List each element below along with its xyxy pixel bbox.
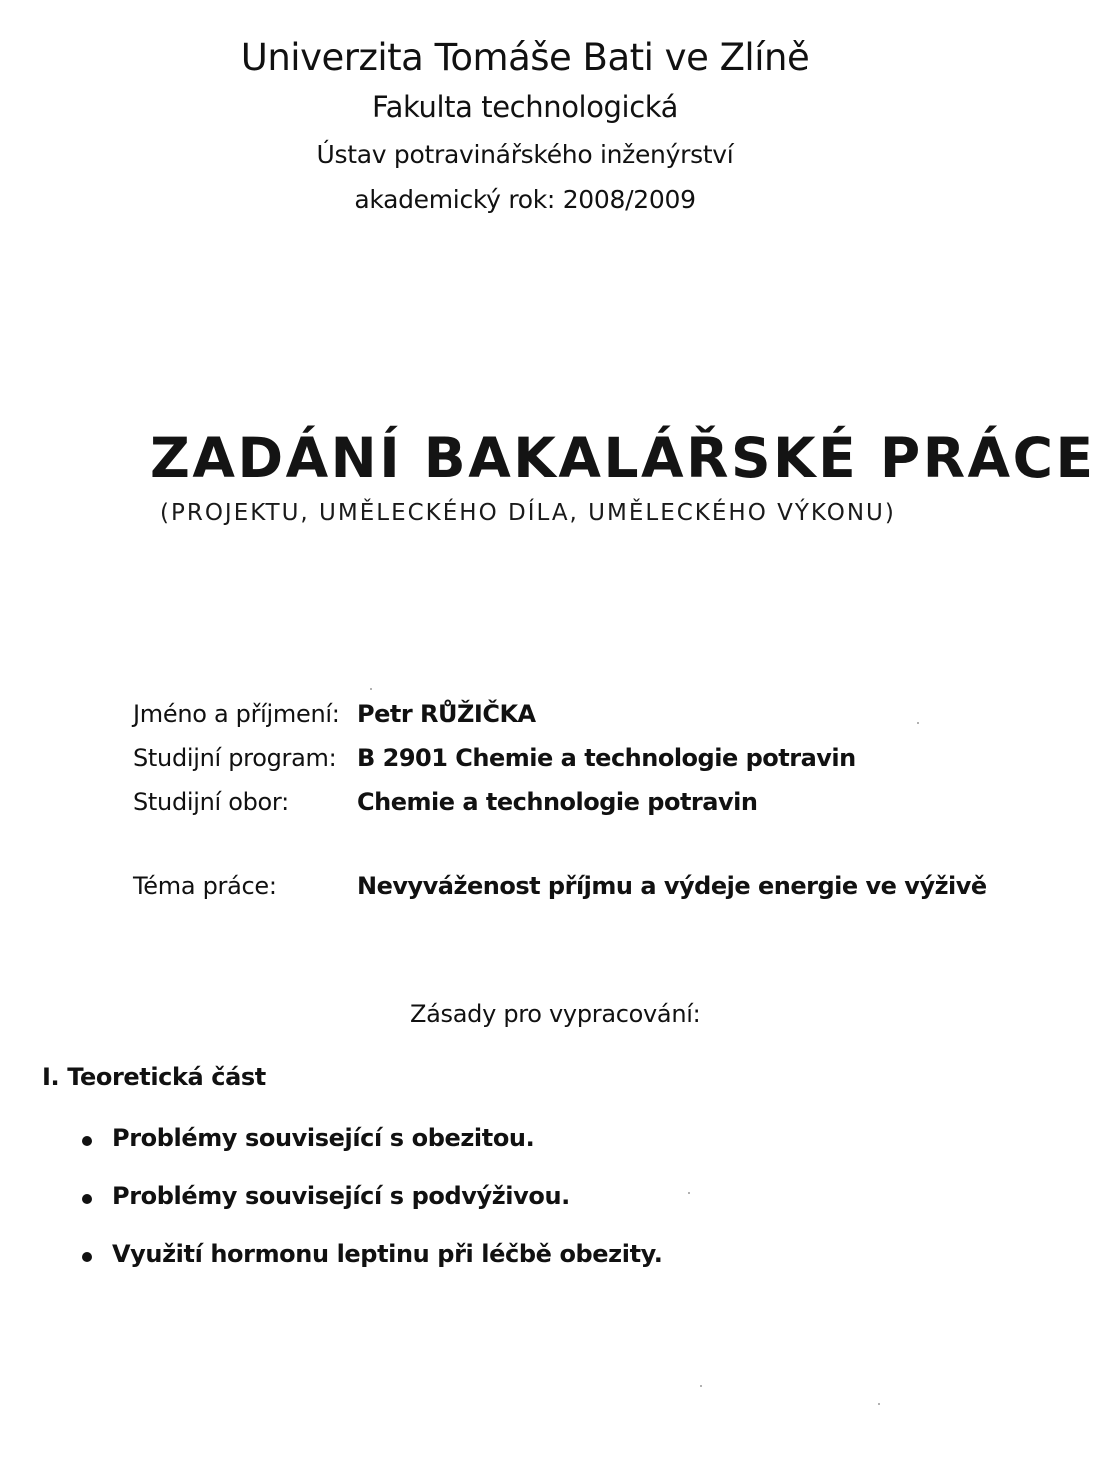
list-item: [0, 1182, 960, 1240]
academic-year: akademický rok: 2008/2009: [354, 185, 696, 214]
scan-speck: [878, 1403, 880, 1405]
document-subtitle: (PROJEKTU, UMĚLECKÉHO DÍLA, UMĚLECKÉHO VÝKONU): [160, 500, 896, 526]
list-item: [0, 1124, 960, 1182]
list-item-text: Problémy související s obezitou.: [112, 1124, 535, 1152]
thesis-topic-value: Nevyváženost příjmu a výdeje energie ve výživě: [357, 872, 987, 900]
bullet-icon: [82, 1194, 92, 1204]
list-item-text: Využití hormonu leptinu při léčbě obezity.: [112, 1240, 663, 1268]
faculty-name: Fakulta technologická: [371, 90, 678, 124]
bullet-icon: [82, 1136, 92, 1146]
scan-speck: [917, 722, 919, 724]
scan-speck: [700, 1385, 702, 1387]
list-item: [0, 1240, 960, 1298]
bullet-icon: [82, 1252, 92, 1262]
student-name-row: [0, 700, 960, 740]
study-program-value: B 2901 Chemie a technologie potravin: [357, 744, 856, 772]
institute-name: Ústav potravinářského inženýrství: [316, 140, 734, 169]
theory-section-heading: I. Teoretická část: [42, 1063, 266, 1091]
university-name: Univerzita Tomáše Bati ve Zlíně: [240, 36, 810, 79]
student-name-value: Petr RŮŽIČKA: [357, 700, 536, 728]
scan-speck: [688, 1192, 690, 1194]
thesis-topic-row: [0, 872, 987, 912]
study-field-row: [0, 788, 960, 828]
study-program-label: Studijní program:: [133, 744, 337, 772]
study-field-value: Chemie a technologie potravin: [357, 788, 758, 816]
study-field-label: Studijní obor:: [133, 788, 289, 816]
student-name-label: Jméno a příjmení:: [133, 700, 340, 728]
thesis-topic-label: Téma práce:: [133, 872, 277, 900]
document-title: ZADÁNÍ BAKALÁŘSKÉ PRÁCE: [150, 426, 1096, 490]
principles-list: [0, 1124, 960, 1298]
list-item-text: Problémy související s podvýživou.: [112, 1182, 570, 1210]
study-program-row: [0, 744, 960, 784]
principles-heading: Zásady pro vypracování:: [410, 1000, 701, 1028]
scan-speck: [370, 688, 372, 690]
